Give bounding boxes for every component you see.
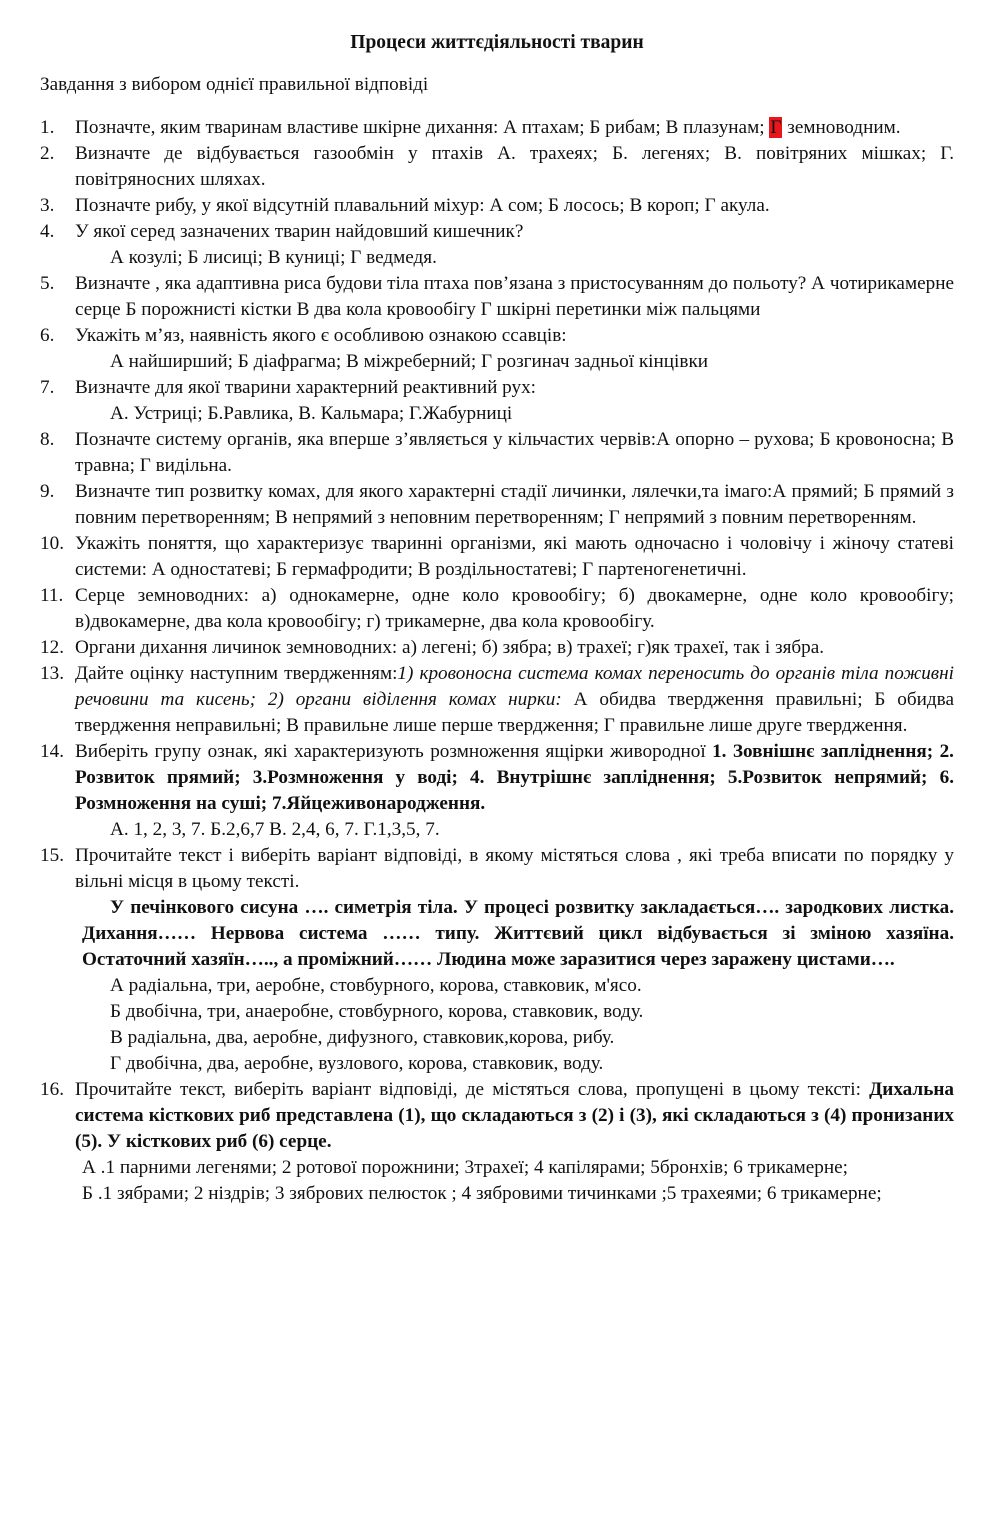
question-number: 7. <box>40 377 55 398</box>
question-number: 4. <box>40 221 55 242</box>
question-text: Прочитайте текст і виберіть варіант відповіді, в якому містяться слова , які треба вписати по порядку у вільні місця в цьому тексті. <box>75 845 954 892</box>
question-lead: Прочитайте текст, виберіть варіант відповіді, де містяться слова, пропущені в цьому тексті: <box>75 1079 870 1100</box>
document-page <box>40 30 954 1207</box>
question-number: 15. <box>40 845 64 866</box>
question-text: Позначте рибу, у якої відсутній плавальний міхур: А сом; Б лосось; В короп; Г акула. <box>75 195 770 216</box>
question-lead: Виберіть групу ознак, які характеризують розмноження ящірки живородної <box>75 741 713 762</box>
question-8 <box>40 427 954 479</box>
question-number: 5. <box>40 273 55 294</box>
question-number: 3. <box>40 195 55 216</box>
question-text: Позначте систему органів, яка вперше з’являється у кільчастих червів:А опорно – рухова; Б кровоносна; В травна; Г видільна. <box>75 429 954 476</box>
question-text: Укажіть поняття, що характеризує тваринні організми, які мають одночасно і чоловічу і жіночу статеві системи: А одностатеві; Б гермафродити; В роздільностатеві; Г партеногенетичні. <box>75 533 954 580</box>
question-number: 10. <box>40 533 64 554</box>
question-number: 2. <box>40 143 55 164</box>
page-subtitle: Завдання з вибором однієї правильної відповіді <box>40 74 429 95</box>
question-number: 9. <box>40 481 55 502</box>
question-15 <box>40 843 954 895</box>
question-number: 14. <box>40 741 64 762</box>
question-1 <box>40 115 954 141</box>
question-statements: 1) кровоносна система комах переносить до органів тіла поживні речовини та кисень; 2) органи віділення комах нирки: <box>75 663 954 710</box>
question-6-options: А найширший; Б діафрагма; В міжреберний; Г розгинач задньої кінцівки <box>110 351 709 372</box>
question-text: Укажіть м’яз, наявність якого є особливою ознакою ссавців: <box>75 325 567 346</box>
question-15-option-d: Г двобічна, два, аеробне, вузлового, корова, ставковик, воду. <box>110 1053 604 1074</box>
question-text: Визначте для якої тварини характерний реактивний рух: <box>75 377 537 398</box>
highlighted-answer: Г <box>770 117 782 138</box>
question-9 <box>40 479 954 531</box>
question-2 <box>40 141 954 193</box>
question-3 <box>40 193 954 219</box>
question-features: 1. Зовнішнє запліднення; 2. Розвиток прямий; 3.Розмноження у воді; 4. Внутрішнє запліднення; 5.Розвиток непрямий; 6. Розмноження на суші; 7.Яйцеживонародження. <box>75 741 954 814</box>
question-number: 16. <box>40 1079 64 1100</box>
question-lead: Дайте оцінку наступним твердженням: <box>75 663 398 684</box>
question-number: 12. <box>40 637 64 658</box>
question-13 <box>40 661 954 739</box>
question-number: 13. <box>40 663 64 684</box>
question-text-cont: земноводним. <box>787 117 901 138</box>
question-text: Позначте, яким тваринам властиве шкірне дихання: А птахам; Б рибам; В плазунам; <box>75 117 765 138</box>
question-number: 11. <box>40 585 64 606</box>
question-number: 1. <box>40 117 55 138</box>
question-number: 8. <box>40 429 55 450</box>
question-passage: Дихальна система кісткових риб представлена (1), що складаються з (2) і (3), які складаються з (4) пронизаних (5). У кісткових риб (6) серце. <box>75 1079 954 1152</box>
question-7-options: А. Устриці; Б.Равлика, В. Кальмара; Г.Жабурниці <box>110 403 513 424</box>
question-number: 6. <box>40 325 55 346</box>
question-5 <box>40 271 954 323</box>
question-text: Органи дихання личинок земноводних: а) легені; б) зябра; в) трахеї; г)як трахеї, так і зябра. <box>75 637 825 658</box>
question-16-option-a: А .1 парними легенями; 2 ротової порожнини; 3трахеї; 4 капілярами; 5бронхів; 6 трикамерне; <box>82 1157 849 1178</box>
question-text: Визначте тип розвитку комах, для якого характерні стадії личинки, лялечки,та імаго:А прямий; Б прямий з повним перетворенням; В непрямий з неповним перетворенням; Г непрямий з повним перетворенням. <box>75 481 954 528</box>
question-text: Визначте де відбувається газообмін у птахів А. трахеях; Б. легенях; В. повітряних мішках; Г. повітряносних шляхах. <box>75 143 954 190</box>
page-title: Процеси життєдіяльності тварин <box>350 32 644 53</box>
question-14-options: А. 1, 2, 3, 7. Б.2,6,7 В. 2,4, 6, 7. Г.1,3,5, 7. <box>110 819 440 840</box>
question-text: У якої серед зазначених тварин найдовший кишечник? <box>75 221 524 242</box>
question-12 <box>40 635 954 661</box>
question-15-passage: У печінкового сисуна …. симетрія тіла. У процесі розвитку закладається…. зародкових листка. Дихання…… Нервова система …… типу. Життєвий цикл відбувається зі зміною хазяїна. Остаточний хазяїн….., а проміжний…… Людина може заразитися через заражену цистами…. <box>82 897 954 970</box>
question-7 <box>40 375 954 401</box>
question-6 <box>40 323 954 349</box>
question-16 <box>40 1077 954 1155</box>
question-14 <box>40 739 954 817</box>
question-4-options: А козулі; Б лисиці; В куниці; Г ведмедя. <box>110 247 437 268</box>
question-text: Визначте , яка адаптивна риса будови тіла птаха пов’язана з пристосуванням до польоту? А чотирикамерне серце Б порожнисті кістки В два кола кровообігу Г шкірні перетинки між пальцями <box>75 273 954 320</box>
question-text: Серце земноводних: а) однокамерне, одне коло кровообігу; б) двокамерне, одне коло кровообігу; в)двокамерне, два кола кровообігу; г) трикамерне, два кола кровообігу. <box>75 585 954 632</box>
question-10 <box>40 531 954 583</box>
question-15-option-c: В радіальна, два, аеробне, дифузного, ставковик,корова, рибу. <box>110 1027 615 1048</box>
question-15-option-b: Б двобічна, три, анаеробне, стовбурного, корова, ставковик, воду. <box>110 1001 644 1022</box>
question-15-option-a: А радіальна, три, аеробне, стовбурного, корова, ставковик, м'ясо. <box>110 975 642 996</box>
question-4 <box>40 219 954 245</box>
question-16-option-b: Б .1 зябрами; 2 ніздрів; 3 зябрових пелюсток ; 4 зябровими тичинками ;5 трахеями; 6 трикамерне; <box>82 1183 882 1204</box>
question-options: А обидва твердження правильні; Б обидва твердження неправильні; В правильне лише перше твердження; Г правильне лише друге твердження. <box>75 689 954 736</box>
question-11 <box>40 583 954 635</box>
